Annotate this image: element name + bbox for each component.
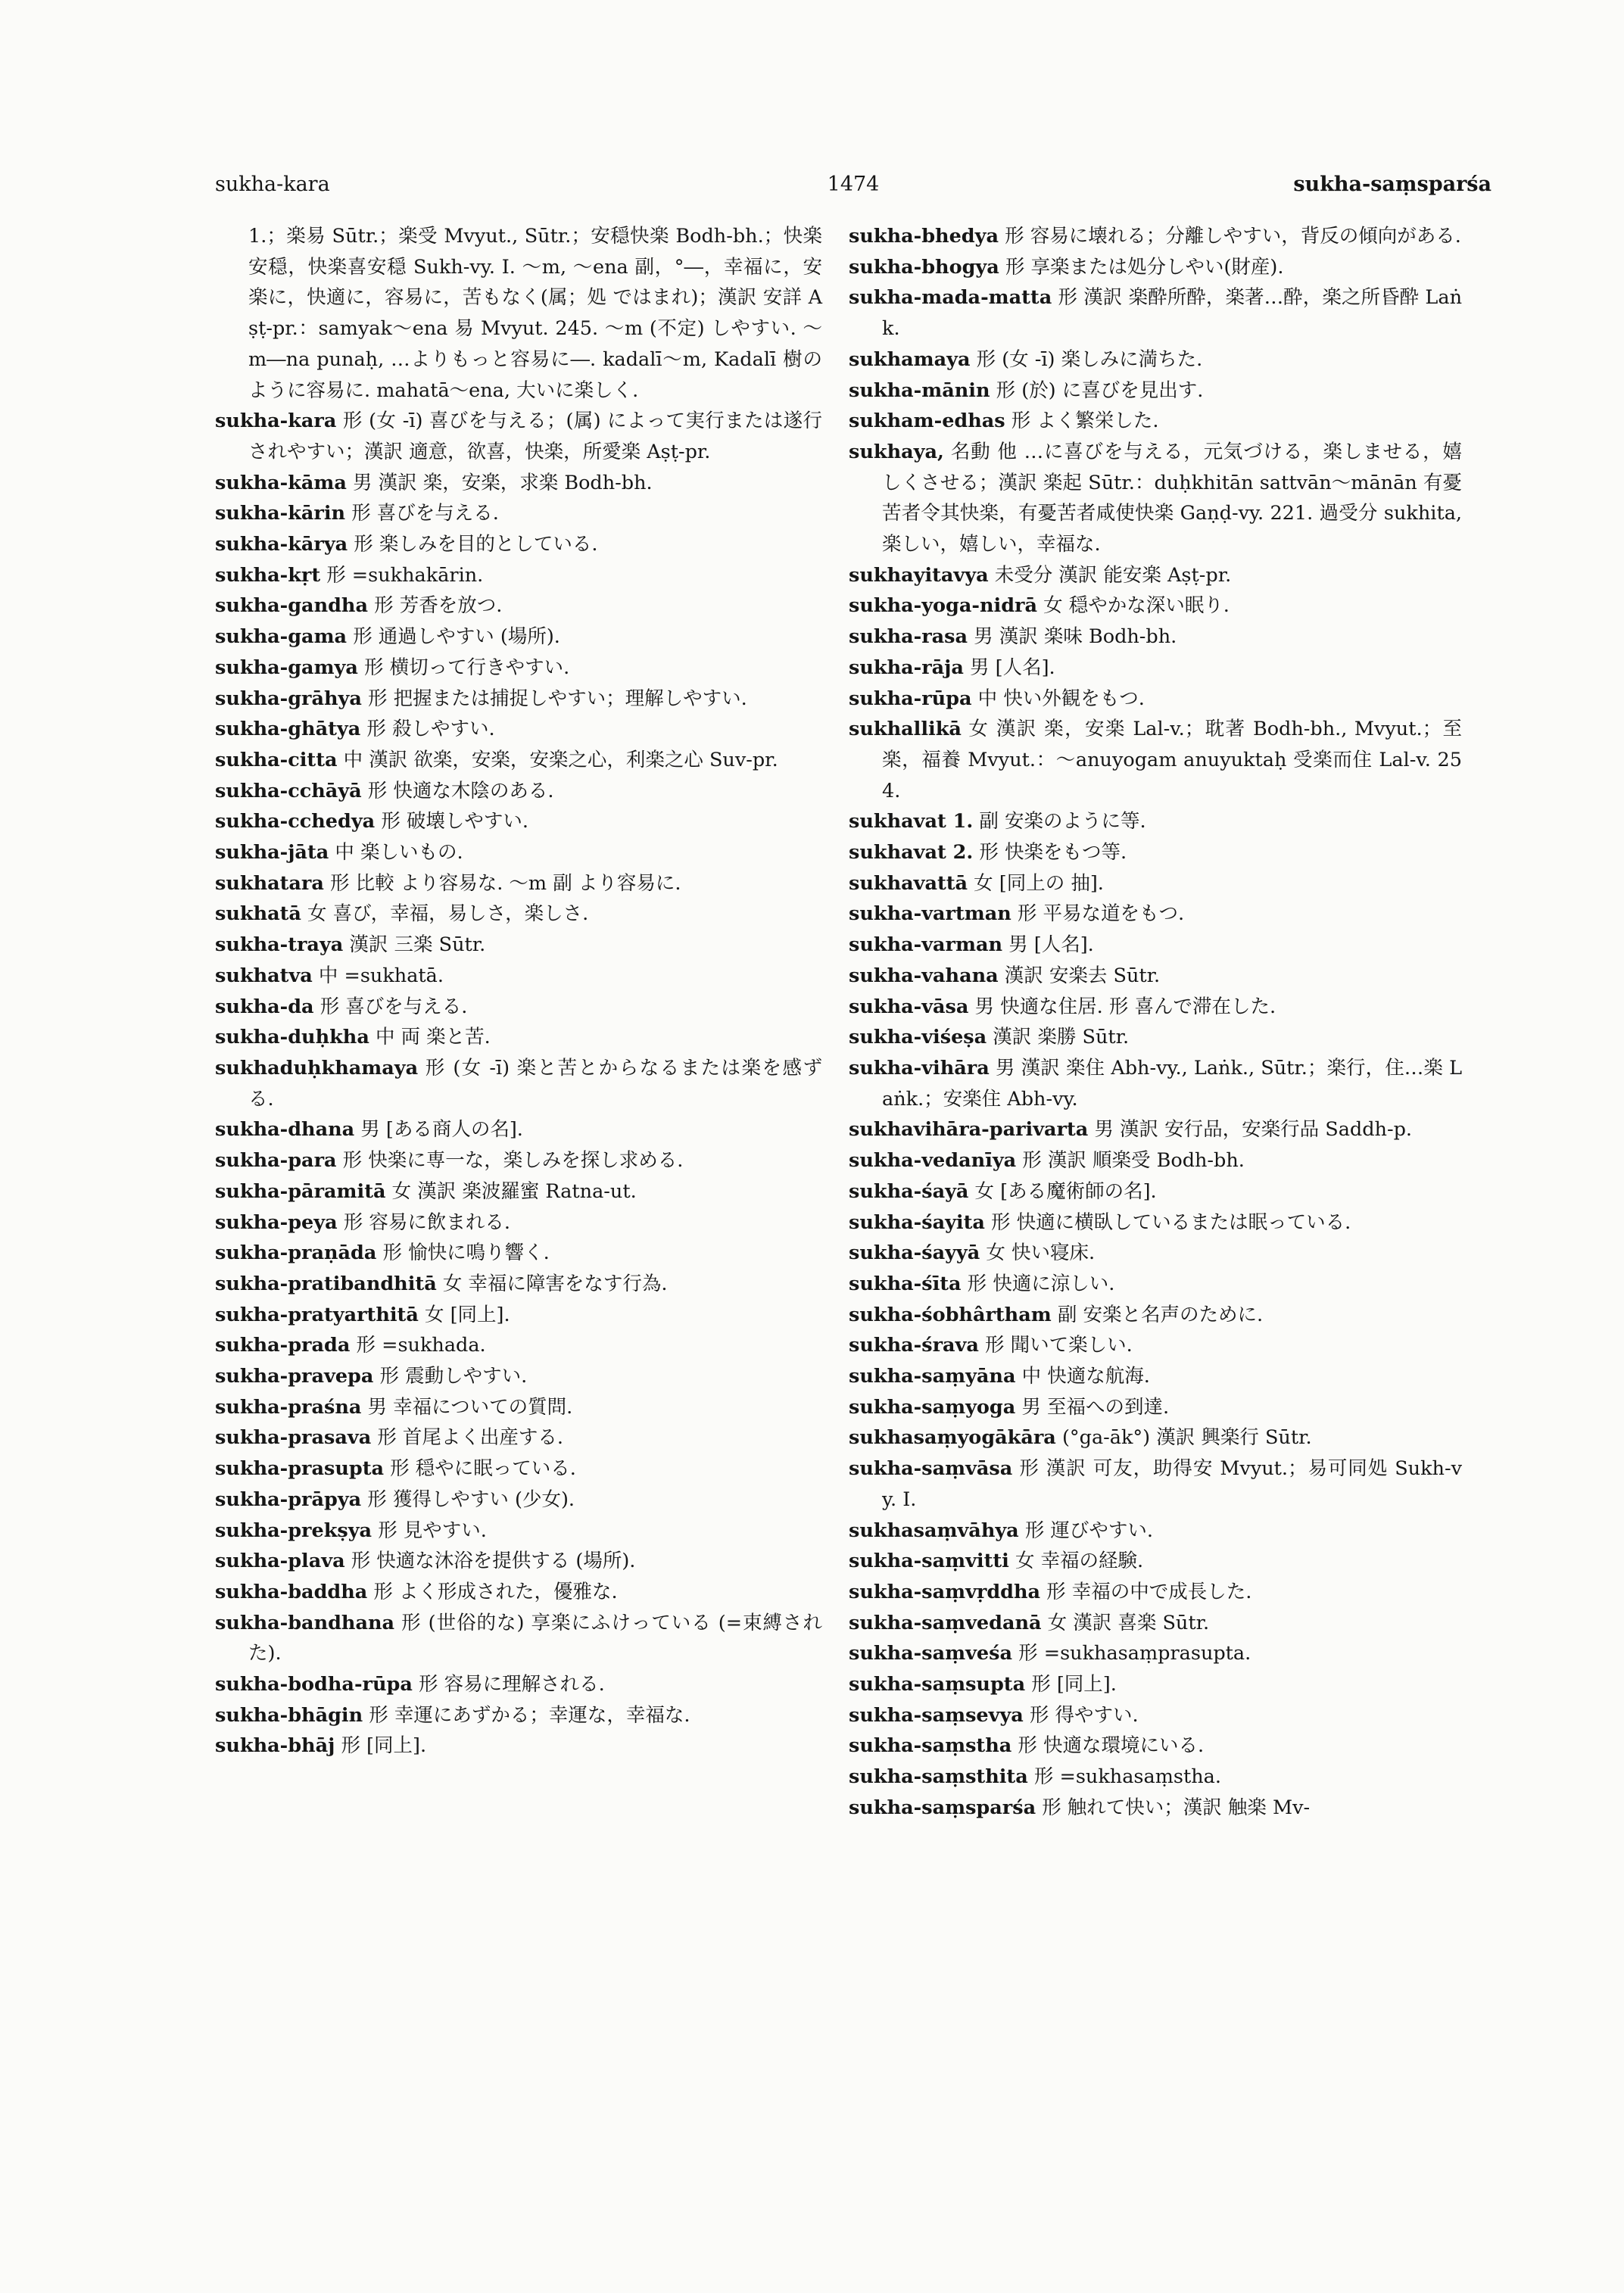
dictionary-entry	[215, 529, 822, 560]
left-column	[215, 221, 822, 1762]
entry-headword: sukha-grāhya	[215, 687, 362, 710]
dictionary-entry	[849, 1638, 1462, 1669]
entry-definition: 形 破壊しやすい.	[381, 810, 529, 833]
entry-definition: 中 =sukhatā.	[318, 964, 444, 987]
dictionary-entry	[849, 590, 1462, 622]
dictionary-entry	[215, 1176, 822, 1207]
entry-definition: 形 =sukhakārin.	[326, 563, 484, 587]
entry-headword: sukhavihāra-parivarta	[849, 1118, 1089, 1142]
dictionary-entry	[215, 1022, 822, 1053]
entry-definition: 形 殺しやすい.	[366, 718, 495, 741]
dictionary-entry	[215, 1361, 822, 1392]
dictionary-entry	[849, 653, 1462, 684]
entry-definition: 形 [同上].	[1031, 1673, 1117, 1696]
entry-headword: sukhavat 1.	[849, 810, 974, 833]
dictionary-entry	[849, 930, 1462, 961]
entry-headword: sukha-mada-matta	[849, 286, 1052, 310]
entry-definition: 形 (於) に喜びを見出す.	[996, 379, 1204, 402]
entry-definition: 形 楽しみを目的としている.	[354, 533, 598, 556]
entry-headword: sukhasaṃvāhya	[849, 1519, 1019, 1542]
entry-headword: sukha-kṛt	[215, 563, 321, 587]
dictionary-entry	[215, 684, 822, 715]
entry-headword: sukha-prekṣya	[215, 1519, 372, 1542]
entry-definition: 形 (女 -ī) 喜びを与える；(属) によって実行または遂行されやすい；漢訳 適意，欲喜，快楽，所愛楽 Aṣṭ-pr.	[248, 410, 822, 463]
dictionary-entry	[215, 1238, 822, 1269]
dictionary-entry	[215, 776, 822, 807]
dictionary-entry	[849, 344, 1462, 375]
entry-headword: sukha-śayā	[849, 1179, 969, 1203]
entry-definition: 漢訳 三楽 Sūtr.	[349, 933, 486, 957]
entry-definition: 形 [同上].	[341, 1734, 427, 1758]
entry-definition: 女 [同上の 抽].	[974, 871, 1104, 895]
dictionary-entry	[215, 837, 822, 868]
entry-definition: 女 幸福に障害をなす行為.	[442, 1272, 668, 1295]
entry-headword: sukha-saṃvedanā	[849, 1611, 1042, 1634]
dictionary-entry	[215, 961, 822, 992]
entry-definition: 形 芳香を放つ.	[374, 594, 503, 618]
entry-definition: 女 漢訳 楽，安楽 Lal-v.；耽著 Bodh-bh., Mvyut.；至楽，福養 Mvyut.：～anuyogam anuyuktaḥ 受楽而住 Lal-v. 254.	[882, 718, 1462, 802]
entry-definition: 形 漢訳 順楽受 Bodh-bh.	[1022, 1149, 1245, 1173]
entry-definition: 形 比較 より容易な. ～m 副 より容易に.	[330, 871, 681, 895]
entry-definition: 形 獲得しやすい (少女).	[367, 1488, 575, 1511]
dictionary-entry	[215, 1392, 822, 1423]
entry-headword: sukha-vihāra	[849, 1056, 990, 1080]
entry-headword: sukhatā	[215, 902, 301, 926]
dictionary-entry	[215, 1053, 822, 1114]
entry-definition: 形 漢訳 楽酔所酔，楽著…酔，楽之所昏酔 Laṅk.	[882, 286, 1462, 341]
entry-headword: sukha-prāpya	[215, 1488, 362, 1511]
entry-definition: 形 見やすい.	[378, 1519, 487, 1542]
entry-definition: 漢訳 楽勝 Sūtr.	[993, 1026, 1130, 1049]
entry-definition: 形 把握または捕捉しやすい；理解しやすい.	[368, 687, 747, 710]
header-last-headword: sukha-saṃsparśa	[1293, 173, 1492, 196]
dictionary-entry	[215, 1546, 822, 1577]
entry-headword: sukha-prada	[215, 1334, 351, 1357]
entry-definition: 中 楽しいもの.	[335, 841, 463, 865]
entry-headword: sukha-gama	[215, 625, 348, 649]
entry-definition: 女 [同上].	[424, 1303, 510, 1326]
entry-definition: 形 快適な木陰のある.	[367, 779, 554, 802]
dictionary-entry	[849, 1361, 1462, 1392]
entry-definition: 形 快適に涼しい.	[967, 1272, 1115, 1295]
entry-definition: 女 喜び，幸福，易しさ，楽しさ.	[307, 902, 589, 926]
entry-headword: sukha-jāta	[215, 841, 329, 865]
entry-definition: 男 [ある商人の名].	[360, 1118, 523, 1142]
entry-headword: sukha-cchāyā	[215, 779, 362, 802]
entry-headword: sukhayitavya	[849, 563, 989, 587]
entry-headword: sukha-kārya	[215, 533, 348, 556]
entry-headword: sukha-pratibandhitā	[215, 1272, 437, 1295]
dictionary-entry	[849, 1207, 1462, 1238]
entry-headword: sukha-vahana	[849, 964, 999, 987]
entry-definition: 男 漢訳 楽，安楽，求楽 Bodh-bh.	[353, 471, 653, 494]
entry-headword: sukha-saṃvāsa	[849, 1457, 1013, 1481]
entry-headword: sukha-rasa	[849, 625, 968, 649]
entry-definition: 名動 他 …に喜びを与える，元気づける，楽しませる，嬉しくさせる；漢訳 楽起 Sūtr.：duḥkhitān sattvān～mānān 有憂苦者令其快楽，有憂苦者咸使快楽 Gaṇḍ-vy. 221. 過受分 sukhita, 楽しい，嬉しい，幸福な.	[882, 440, 1462, 556]
entry-headword: sukha-pāramitā	[215, 1179, 386, 1203]
dictionary-entry	[215, 1207, 822, 1238]
dictionary-entry	[849, 1330, 1462, 1361]
dictionary-entry	[215, 992, 822, 1023]
dictionary-entry	[215, 653, 822, 684]
entry-definition: 形 容易に壊れる；分離しやすい，背反の傾向がある.	[1005, 225, 1461, 248]
entry-definition: 形 快適な環境にいる.	[1018, 1734, 1205, 1758]
entry-definition: 形 享楽または処分しやい(財産).	[1005, 255, 1284, 279]
dictionary-entry	[215, 1485, 822, 1516]
dictionary-entry	[215, 1669, 822, 1700]
entry-definition: 男 [人名].	[970, 656, 1055, 679]
entry-headword: sukhavattā	[849, 871, 968, 895]
dictionary-entry	[849, 1762, 1462, 1793]
entry-definition: 男 至福への到達.	[1021, 1395, 1170, 1419]
entry-headword: sukha-gandha	[215, 594, 368, 618]
entry-definition: 男 快適な住居. 形 喜んで滞在した.	[974, 995, 1276, 1018]
dictionary-entry	[215, 1145, 822, 1176]
dictionary-entry	[849, 961, 1462, 992]
dictionary-entry	[215, 1608, 822, 1669]
dictionary-entry	[215, 468, 822, 499]
entry-definition: 女 [ある魔術師の名].	[974, 1179, 1157, 1203]
entry-headword: sukha-prasava	[215, 1426, 372, 1450]
dictionary-entry	[849, 1608, 1462, 1639]
dictionary-entry	[215, 1731, 822, 1762]
header-first-headword: sukha-kara	[215, 173, 330, 196]
entry-headword: sukhaduḥkhamaya	[215, 1056, 419, 1080]
dictionary-entry	[849, 282, 1462, 344]
entry-definition: 形 聞いて楽しい.	[984, 1334, 1133, 1357]
entry-definition: 形 運びやすい.	[1024, 1519, 1154, 1542]
entry-headword: sukha-plava	[215, 1550, 345, 1573]
entry-headword: sukha-prasupta	[215, 1457, 385, 1481]
entry-definition: 形 快楽に専一な，楽しみを探し求める.	[342, 1149, 684, 1173]
entry-definition: 女 漢訳 喜楽 Sūtr.	[1047, 1611, 1210, 1634]
entry-definition: 女 幸福の経験.	[1015, 1550, 1144, 1573]
entry-definition: 形 快適な沐浴を提供する (場所).	[351, 1550, 636, 1573]
entry-headword: sukha-peya	[215, 1210, 338, 1234]
entry-headword: sukha-saṃsupta	[849, 1673, 1026, 1696]
entry-definition: 中 快い外観をもつ.	[977, 687, 1145, 710]
dictionary-entry	[215, 590, 822, 622]
entry-definition: 形 容易に理解される.	[418, 1673, 605, 1696]
dictionary-entry	[215, 806, 822, 837]
entry-definition: 形 =sukhasaṃprasupta.	[1018, 1642, 1252, 1665]
dictionary-entry	[849, 375, 1462, 407]
dictionary-entry	[849, 1731, 1462, 1762]
entry-headword: sukha-bodha-rūpa	[215, 1673, 413, 1696]
dictionary-entry	[849, 1669, 1462, 1700]
entry-headword: sukha-gamya	[215, 656, 358, 679]
dictionary-entry	[215, 1300, 822, 1331]
entry-headword: sukha-saṃsevya	[849, 1703, 1024, 1727]
dictionary-entry	[215, 622, 822, 653]
entry-headword: sukha-pravepa	[215, 1365, 374, 1388]
entry-headword: sukha-saṃsthita	[849, 1765, 1028, 1789]
dictionary-entry	[215, 1114, 822, 1145]
entry-definition: 女 穏やかな深い眠り.	[1043, 594, 1230, 618]
dictionary-entry	[215, 221, 822, 406]
dictionary-entry	[215, 868, 822, 899]
entry-headword: sukhatara	[215, 871, 324, 895]
entry-definition: 副 安楽と名声のために.	[1057, 1303, 1264, 1326]
entry-definition: 形 (女 -ī) 楽しみに満ちた.	[976, 347, 1203, 371]
entry-definition: 男 漢訳 安行品，安楽行品 Saddh-p.	[1094, 1118, 1413, 1142]
entry-headword: sukha-traya	[215, 933, 344, 957]
entry-headword: sukha-kāma	[215, 471, 347, 494]
dictionary-entry	[849, 806, 1462, 837]
entry-definition: 形 得やすい.	[1029, 1703, 1139, 1727]
dictionary-entry	[849, 1145, 1462, 1176]
entry-headword: sukhallikā	[849, 718, 962, 741]
entry-definition: 形 幸運にあずかる；幸運な，幸福な.	[369, 1703, 690, 1727]
entry-definition: 形 通過しやすい (場所).	[353, 625, 560, 649]
entry-definition: 形 横切って行きやすい.	[364, 656, 570, 679]
dictionary-entry	[215, 745, 822, 776]
dictionary-entry	[215, 406, 822, 467]
entry-headword: sukha-saṃveśa	[849, 1642, 1012, 1665]
dictionary-entry	[215, 1330, 822, 1361]
entry-headword: sukha-śrava	[849, 1334, 979, 1357]
dictionary-entry	[215, 899, 822, 930]
dictionary-entry	[215, 1516, 822, 1547]
dictionary-entry	[215, 1577, 822, 1608]
entry-headword: sukham-edhas	[849, 410, 1005, 433]
dictionary-entry	[849, 1238, 1462, 1269]
entry-definition: 中 快適な航海.	[1021, 1365, 1150, 1388]
dictionary-entry	[849, 1453, 1462, 1515]
entry-headword: sukha-saṃstha	[849, 1734, 1012, 1758]
dictionary-entry	[849, 1022, 1462, 1053]
entry-headword: sukha-pratyarthitā	[215, 1303, 419, 1326]
entry-headword: sukha-duḥkha	[215, 1026, 369, 1049]
right-column	[849, 221, 1462, 1824]
entry-headword: sukha-saṃyāna	[849, 1365, 1016, 1388]
entry-headword: sukha-bhedya	[849, 225, 999, 248]
dictionary-entry	[849, 684, 1462, 715]
entry-headword: sukha-kara	[215, 410, 337, 433]
entry-definition: 形 幸福の中で成長した.	[1046, 1580, 1252, 1603]
entry-definition: 形 喜びを与える.	[351, 502, 499, 525]
entry-headword: sukha-saṃvitti	[849, 1550, 1009, 1573]
dictionary-entry	[849, 1700, 1462, 1731]
entry-headword: sukha-saṃvṛddha	[849, 1580, 1041, 1603]
entry-headword: sukha-cchedya	[215, 810, 376, 833]
dictionary-entry	[849, 1392, 1462, 1423]
entry-definition: 男 幸福についての質問.	[367, 1395, 573, 1419]
entry-definition: 形 首尾よく出産する.	[377, 1426, 564, 1450]
entry-definition: 中 両 楽と苦.	[375, 1026, 491, 1049]
entry-definition: 副 安楽のように等.	[979, 810, 1146, 833]
entry-definition: 形 容易に飲まれる.	[343, 1210, 510, 1234]
dictionary-entry	[849, 1516, 1462, 1547]
dictionary-entry	[849, 1577, 1462, 1608]
dictionary-entry	[849, 868, 1462, 899]
entry-definition: 中 漢訳 欲楽，安楽，安楽之心，利楽之心 Suv-pr.	[343, 748, 778, 771]
entry-headword: sukha-dhana	[215, 1118, 355, 1142]
dictionary-entry	[849, 221, 1462, 252]
entry-definition: 形 よく繁栄した.	[1011, 410, 1159, 433]
entry-definition: 形 喜びを与える.	[320, 995, 468, 1018]
entry-headword: sukha-da	[215, 995, 314, 1018]
dictionary-entry	[215, 930, 822, 961]
dictionary-entry	[215, 1269, 822, 1300]
entry-headword: sukha-citta	[215, 748, 338, 771]
dictionary-entry	[849, 1114, 1462, 1145]
entry-headword: sukha-vedanīya	[849, 1149, 1017, 1173]
entry-definition: 形 漢訳 可友，助得安 Mvyut.；易可同処 Sukh-vy. I.	[882, 1457, 1462, 1511]
entry-headword: sukha-śobhârtham	[849, 1303, 1052, 1326]
entry-definition: 形 穏やに眠っている.	[390, 1457, 576, 1481]
entry-headword: sukha-śayita	[849, 1210, 985, 1234]
entry-headword: sukha-saṃyoga	[849, 1395, 1016, 1419]
entry-definition: 形 =sukhada.	[356, 1334, 486, 1357]
entry-headword: sukha-śayyā	[849, 1242, 980, 1265]
dictionary-entry	[849, 1422, 1462, 1453]
dictionary-entry	[849, 837, 1462, 868]
dictionary-entry	[849, 1300, 1462, 1331]
page-number: 1474	[827, 173, 880, 196]
dictionary-entry	[215, 1453, 822, 1485]
dictionary-entry	[849, 714, 1462, 806]
entry-headword: sukha-viśeṣa	[849, 1026, 987, 1049]
dictionary-entry	[215, 1422, 822, 1453]
entry-headword: sukhatva	[215, 964, 313, 987]
entry-definition: 形 よく形成された，優雅な.	[373, 1580, 618, 1603]
dictionary-entry	[849, 899, 1462, 930]
entry-headword: sukha-vartman	[849, 902, 1011, 926]
dictionary-entry	[849, 1269, 1462, 1300]
entry-headword: sukha-rāja	[849, 656, 964, 679]
entry-definition: 1.；楽易 Sūtr.；楽受 Mvyut., Sūtr.；安穏快楽 Bodh-bh.；快楽安穏，快楽喜安穏 Sukh-vy. I. ～m, ～ena 副，°―，幸福に，安楽に，快適に，容易に，苦もなく(属；処 ではまれ)；漢訳 安詳 Aṣṭ-pr.：samyak～ena 易 Mvyut. 245. ～m (不定) しやすい. ～m―na punaḥ, …よりもっと容易に―. kadalī～m, Kadalī 樹のように容易に. mahatā～ena, 大いに楽しく.	[248, 225, 822, 402]
entry-headword: sukha-bhāj	[215, 1734, 335, 1758]
entry-headword: sukha-praśna	[215, 1395, 362, 1419]
entry-headword: sukha-ghātya	[215, 718, 361, 741]
entry-definition: 形 (世俗的な) 享楽にふけっている (=束縛された).	[248, 1611, 822, 1665]
entry-headword: sukha-varman	[849, 933, 1003, 957]
entry-headword: sukha-bhāgin	[215, 1703, 363, 1727]
dictionary-entry	[215, 498, 822, 529]
entry-headword: sukha-bandhana	[215, 1611, 395, 1634]
entry-definition: (°ga-āk°) 漢訳 興楽行 Sūtr.	[1061, 1426, 1312, 1450]
page-header	[215, 173, 1492, 210]
entry-headword: sukha-bhogya	[849, 255, 999, 279]
dictionary-entry	[849, 1546, 1462, 1577]
entry-definition: 形 =sukhasaṃstha.	[1033, 1765, 1221, 1789]
dictionary-entry	[849, 1793, 1462, 1824]
entry-headword: sukha-para	[215, 1149, 337, 1173]
entry-definition: 男 漢訳 楽住 Abh-vy., Laṅk., Sūtr.；楽行，住…楽 Laṅk.；安楽住 Abh-vy.	[882, 1056, 1463, 1111]
entry-headword: sukha-mānin	[849, 379, 990, 402]
entry-headword: sukha-saṃsparśa	[849, 1796, 1036, 1819]
dictionary-entry	[215, 1700, 822, 1731]
entry-definition: 女 快い寝床.	[986, 1242, 1096, 1265]
dictionary-entry	[215, 714, 822, 745]
entry-headword: sukha-praṇāda	[215, 1242, 377, 1265]
entry-headword: sukha-kārin	[215, 502, 346, 525]
entry-definition: 形 (女 -ī) 楽と苦とからなるまたは楽を感ずる.	[248, 1056, 822, 1111]
entry-definition: 形 愉快に鳴り響く.	[382, 1242, 550, 1265]
dictionary-entry	[849, 622, 1462, 653]
entry-headword: sukhasaṃyogākāra	[849, 1426, 1056, 1450]
entry-definition: 形 震動しやすい.	[379, 1365, 528, 1388]
entry-definition: 形 平易な道をもつ.	[1017, 902, 1185, 926]
dictionary-entry	[849, 1176, 1462, 1207]
entry-headword: sukhaya,	[849, 440, 944, 463]
entry-headword: sukha-yoga-nidrā	[849, 594, 1037, 618]
dictionary-entry	[849, 1053, 1462, 1114]
dictionary-entry	[849, 437, 1462, 560]
entry-headword: sukha-baddha	[215, 1580, 368, 1603]
entry-definition: 女 漢訳 楽波羅蜜 Ratna-ut.	[391, 1179, 637, 1203]
dictionary-entry	[849, 252, 1462, 283]
entry-definition: 形 快楽をもつ等.	[979, 841, 1127, 865]
dictionary-entry	[849, 992, 1462, 1023]
entry-definition: 漢訳 安楽去 Sūtr.	[1004, 964, 1161, 987]
entry-definition: 男 漢訳 楽味 Bodh-bh.	[974, 625, 1177, 649]
entry-headword: sukha-rūpa	[849, 687, 972, 710]
dictionary-entry	[849, 560, 1462, 591]
entry-definition: 男 [人名].	[1008, 933, 1094, 957]
entry-headword: sukha-vāsa	[849, 995, 969, 1018]
entry-definition: 形 快適に横臥しているまたは眠っている.	[991, 1210, 1351, 1234]
entry-headword: sukhamaya	[849, 347, 971, 371]
dictionary-entry	[215, 560, 822, 591]
entry-definition: 形 触れて快い；漢訳 触楽 Mv-	[1042, 1796, 1311, 1819]
entry-headword: sukha-śīta	[849, 1272, 962, 1295]
entry-definition: 未受分 漢訳 能安楽 Aṣṭ-pr.	[994, 563, 1232, 587]
entry-headword: sukhavat 2.	[849, 841, 974, 865]
dictionary-entry	[849, 406, 1462, 437]
